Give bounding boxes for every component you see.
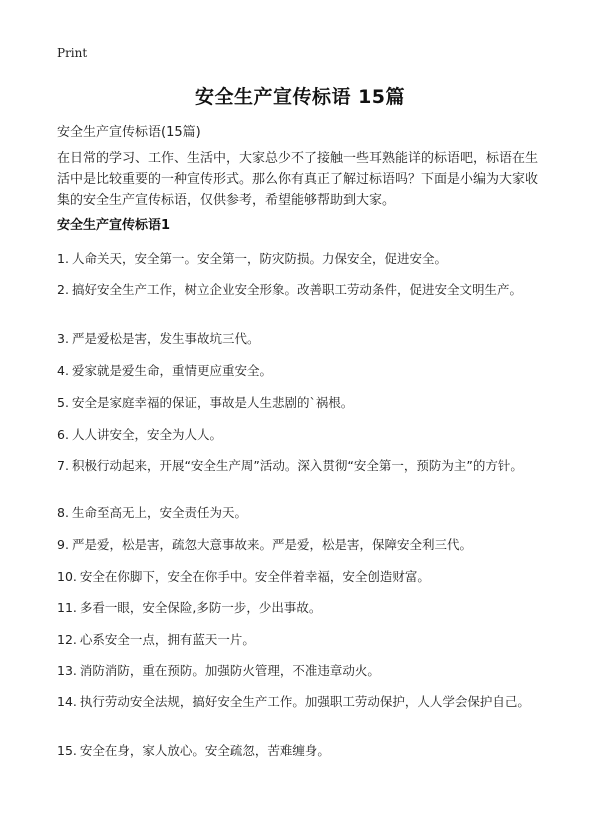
slogan-item: 12. 心系安全一点，拥有蓝天一片。 <box>57 632 255 647</box>
slogan-item: 13. 消防消防，重在预防。加强防火管理，不准违章动火。 <box>57 663 380 678</box>
section-heading: 安全生产宣传标语1 <box>57 218 171 233</box>
slogan-item: 9. 严是爱，松是害，疏忽大意事故来。严是爱，松是害，保障安全利三代。 <box>57 537 472 552</box>
slogan-item: 1. 人命关天，安全第一。安全第一，防灾防损。力保安全，促进安全。 <box>57 251 447 266</box>
print-label[interactable]: Print <box>57 46 88 60</box>
slogan-item: 11. 多看一眼，安全保险,多防一步，少出事故。 <box>57 600 322 615</box>
slogan-item: 15. 安全在身，家人放心。安全疏忽，苦难缠身。 <box>57 743 330 758</box>
intro-paragraph: 在日常的学习、工作、生活中，大家总少不了接触一些耳熟能详的标语吧，标语在生活中是比较重要的一种宣传形式。那么你有真正了解过标语吗？下面是小编为大家收集的安全生产宣传标语，仅供参考，希望能够帮助到大家。 <box>57 151 539 208</box>
slogan-item: 5. 安全是家庭幸福的保证，事故是人生悲剧的`祸根。 <box>57 395 354 410</box>
slogan-item: 6. 人人讲安全，安全为人人。 <box>57 427 222 442</box>
page-title: 安全生产宣传标语 15篇 <box>194 86 406 108</box>
slogan-item: 8. 生命至高无上，安全责任为天。 <box>57 505 247 520</box>
slogan-item: 10. 安全在你脚下，安全在你手中。安全伴着幸福，安全创造财富。 <box>57 569 430 584</box>
slogan-item: 3. 严是爱松是害，发生事故坑三代。 <box>57 331 260 346</box>
slogan-item: 2. 搞好安全生产工作，树立企业安全形象。改善职工劳动条件，促进安全文明生产。 <box>57 282 522 297</box>
slogan-item: 7. 积极行动起来，开展“安全生产周”活动。深入贯彻“安全第一，预防为主”的方针。 <box>57 458 523 473</box>
slogan-item: 4. 爱家就是爱生命，重情更应重安全。 <box>57 363 272 378</box>
slogan-item: 14. 执行劳动安全法规，搞好安全生产工作。加强职工劳动保护，人人学会保护自己。 <box>57 694 530 709</box>
document-subtitle: 安全生产宣传标语(15篇) <box>57 125 201 140</box>
